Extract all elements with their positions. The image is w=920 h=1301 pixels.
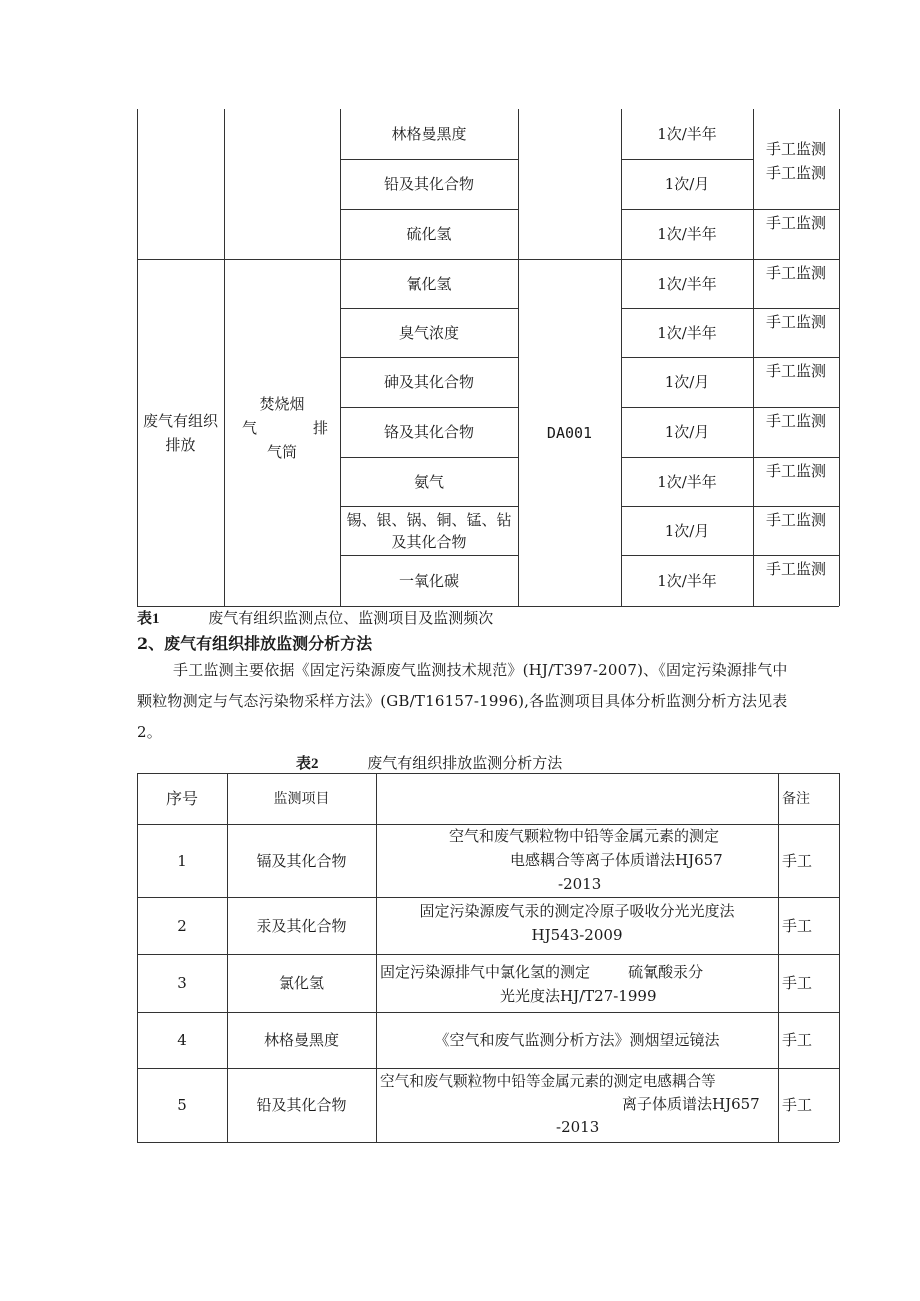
paragraph-line-3: 2。 xyxy=(137,723,162,741)
table2-caption-text: 废气有组织排放监测分析方法 xyxy=(367,754,563,772)
point-line-2a: 气 xyxy=(242,419,258,437)
paragraph-line-2: 颗粒物测定与气态污染物采样方法》(GB/T16157-1996),各监测项目具体分析监测分析方法见表 xyxy=(137,692,788,710)
freq-cell: 1次/半年 xyxy=(657,225,717,243)
outlet-cell xyxy=(518,259,621,606)
row-no: 1 xyxy=(177,851,187,870)
row-method xyxy=(376,899,778,947)
freq-cell: 1次/半年 xyxy=(657,323,717,342)
body-paragraph xyxy=(137,655,842,748)
outlet-code: DA001 xyxy=(546,423,593,442)
section-heading: 2、废气有组织排放监测分析方法 xyxy=(137,634,373,653)
item-cell: 氨气 xyxy=(413,472,444,491)
header-item: 监测项目 xyxy=(273,790,330,807)
freq-cell: 1次/半年 xyxy=(657,571,717,590)
freq-cell: 1次/月 xyxy=(664,175,710,193)
point-cell xyxy=(224,392,340,464)
row-method xyxy=(376,960,778,1008)
freq-cell: 1次/半年 xyxy=(657,274,717,293)
method-line: 离子体质谱法HJ657 xyxy=(622,1095,760,1113)
item-cell: 砷及其化合物 xyxy=(383,373,474,391)
method-line: 固定污染源废气汞的测定冷原子吸收分光光度法 xyxy=(419,902,735,920)
row-no: 2 xyxy=(177,916,187,935)
method-line: 空气和废气颗粒物中铅等金属元素的测定 xyxy=(448,827,719,845)
table1-caption xyxy=(137,607,493,630)
table1-caption-text: 废气有组织监测点位、监测项目及监测频次 xyxy=(208,609,494,627)
method-line: 电感耦合等离子体质谱法HJ657 xyxy=(510,851,723,869)
freq-cell: 1次/月 xyxy=(664,423,710,441)
point-line-3: 气筒 xyxy=(266,443,297,461)
method-line: 固定污染源排气中氯化氢的测定 硫氰酸汞分 xyxy=(380,963,704,981)
method-cell: 手工监测 xyxy=(765,214,826,232)
paragraph-line-1: 手工监测主要依据《固定污染源废气监测技术规范》(HJ/T397-2007)、《固定污染源排气中 xyxy=(173,661,788,679)
table1-caption-number: 表1 xyxy=(137,611,160,627)
row-method xyxy=(376,1012,778,1068)
item-cell: 锡、银、锅、铜、锰、钻及其化合物 xyxy=(346,510,512,551)
row-note: 手工 xyxy=(782,1096,813,1114)
method-line: 光光度法HJ/T27-1999 xyxy=(500,987,657,1005)
method-cell: 手工监测 xyxy=(765,164,826,182)
method-cell: 手工监测 xyxy=(765,462,826,480)
row-no: 5 xyxy=(177,1096,187,1114)
method-line: 《空气和废气监测分析方法》测烟望远镜法 xyxy=(434,1031,720,1049)
row-item: 铅及其化合物 xyxy=(256,1096,347,1114)
header-note: 备注 xyxy=(782,790,810,807)
row-no: 4 xyxy=(177,1031,187,1049)
item-cell: 铅及其化合物 xyxy=(383,175,474,193)
header-no: 序号 xyxy=(165,788,198,808)
freq-cell: 1次/月 xyxy=(664,373,710,391)
point-line-1: 焚烧烟 xyxy=(259,395,305,413)
category-cell xyxy=(137,259,224,606)
item-cell: 一氧化碳 xyxy=(398,571,459,590)
row-item: 镉及其化合物 xyxy=(256,851,347,870)
method-cell: 手工监测 xyxy=(765,560,826,578)
row-note: 手工 xyxy=(782,1031,813,1049)
freq-cell: 1次/月 xyxy=(664,521,710,540)
row-no: 3 xyxy=(177,974,187,992)
row-note: 手工 xyxy=(782,851,813,870)
method-cell: 手工监测 xyxy=(765,140,826,158)
method-cell: 手工监测 xyxy=(765,511,826,529)
row-note: 手工 xyxy=(782,974,813,992)
item-cell: 臭气浓度 xyxy=(398,323,459,342)
row-item: 氯化氢 xyxy=(278,974,324,992)
row-method xyxy=(376,1070,778,1139)
freq-cell: 1次/半年 xyxy=(657,472,717,491)
row-item: 林格曼黑度 xyxy=(263,1031,339,1049)
method-cell: 手工监测 xyxy=(765,264,826,282)
item-cell: 硫化氢 xyxy=(406,225,452,243)
item-cell: 林格曼黑度 xyxy=(391,125,467,143)
freq-cell: 1次/半年 xyxy=(657,125,717,143)
method-cell: 手工监测 xyxy=(765,362,826,380)
table2-caption-number: 表2 xyxy=(296,756,319,772)
item-cell: 铬及其化合物 xyxy=(383,423,474,441)
row-note: 手工 xyxy=(782,916,813,935)
category-text: 废气有组织排放 xyxy=(142,411,218,454)
item-cell: 氰化氢 xyxy=(406,274,452,293)
point-line-2b: 排 xyxy=(312,419,328,437)
method-cell: 手工监测 xyxy=(765,412,826,430)
method-line: -2013 xyxy=(558,875,602,893)
row-item: 汞及其化合物 xyxy=(256,916,347,935)
method-line: HJ543-2009 xyxy=(531,926,623,944)
method-line: 空气和废气颗粒物中铅等金属元素的测定电感耦合等 xyxy=(380,1073,716,1090)
table2-caption xyxy=(296,752,562,775)
method-line: -2013 xyxy=(556,1118,600,1136)
method-cell: 手工监测 xyxy=(765,313,826,331)
row-method xyxy=(376,824,778,897)
header-method xyxy=(376,773,778,824)
